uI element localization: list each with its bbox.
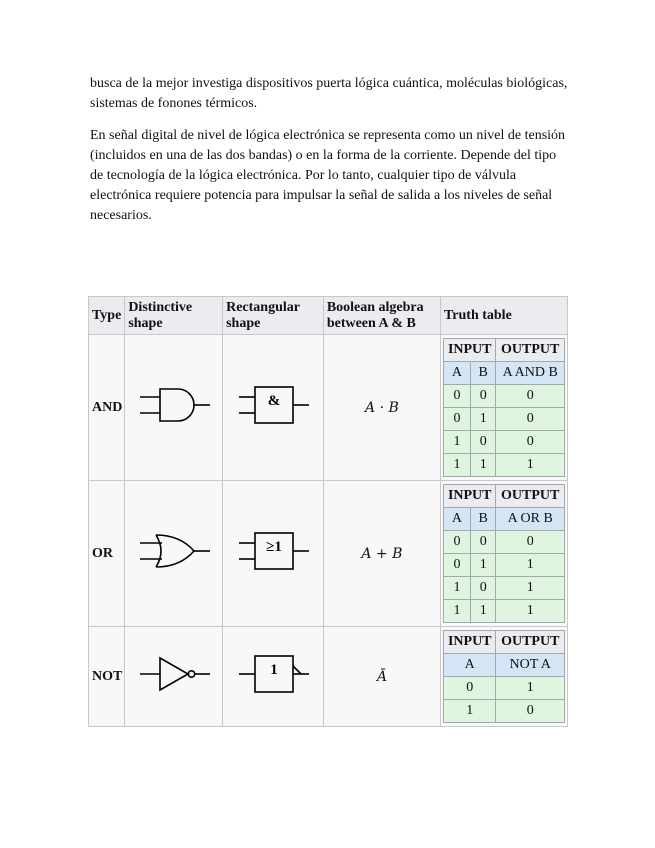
or-rectangular-cell xyxy=(223,481,324,627)
tt-cell: 1 xyxy=(443,431,470,454)
tt-cell: 1 xyxy=(443,454,470,477)
or-gate-icon xyxy=(134,531,214,571)
tt-cell: 0 xyxy=(443,385,470,408)
header-truth-table: Truth table xyxy=(440,297,567,335)
gate-type-and: AND xyxy=(89,335,125,481)
tt-cell: 1 xyxy=(496,554,565,577)
not-truth-table xyxy=(443,630,565,723)
tt-cell: 1 xyxy=(443,600,470,623)
tt-cell: 0 xyxy=(496,408,565,431)
table-row xyxy=(443,431,564,454)
header-boolean-algebra: Boolean algebra between A & B xyxy=(323,297,440,335)
table-row xyxy=(443,531,564,554)
table-row-or xyxy=(89,481,568,627)
not-truth-table-cell xyxy=(440,627,567,727)
tt-col-b: B xyxy=(470,362,496,385)
table-row xyxy=(443,454,564,477)
and-rectangular-cell xyxy=(223,335,324,481)
tt-cell: 1 xyxy=(443,577,470,600)
tt-cell: 0 xyxy=(443,531,470,554)
tt-output-header: OUTPUT xyxy=(496,339,565,362)
table-row xyxy=(443,408,564,431)
tt-cell: 0 xyxy=(470,577,496,600)
not-gate-icon xyxy=(134,654,214,694)
table-row xyxy=(443,700,564,723)
tt-input-header: INPUT xyxy=(443,631,496,654)
or-distinctive-cell xyxy=(125,481,223,627)
tt-cell: 1 xyxy=(443,700,496,723)
not-rect-gate-icon xyxy=(233,652,313,696)
tt-col-a: A xyxy=(443,362,470,385)
tt-cell: 0 xyxy=(443,408,470,431)
table-row xyxy=(443,677,564,700)
and-truth-table-cell xyxy=(440,335,567,481)
table-row xyxy=(443,600,564,623)
tt-cell: 1 xyxy=(470,454,496,477)
table-row-not xyxy=(89,627,568,727)
header-row xyxy=(89,297,568,335)
tt-col-out: A AND B xyxy=(496,362,565,385)
and-distinctive-cell xyxy=(125,335,223,481)
tt-col-b: B xyxy=(470,508,496,531)
tt-cell: 0 xyxy=(470,431,496,454)
tt-col-a: A xyxy=(443,654,496,677)
or-boolean: A + B xyxy=(323,481,440,627)
table-row-and xyxy=(89,335,568,481)
tt-cell: 1 xyxy=(496,600,565,623)
and-rect-gate-icon xyxy=(233,383,313,427)
tt-cell: 1 xyxy=(470,600,496,623)
and-truth-table xyxy=(443,338,565,477)
tt-output-header: OUTPUT xyxy=(496,631,565,654)
not-distinctive-cell xyxy=(125,627,223,727)
tt-cell: 0 xyxy=(496,431,565,454)
header-rectangular-shape: Rectangular shape xyxy=(223,297,324,335)
table-row xyxy=(443,554,564,577)
tt-output-header: OUTPUT xyxy=(496,485,565,508)
not-rect-label: 1 xyxy=(270,662,278,678)
header-distinctive-shape: Distinctive shape xyxy=(125,297,223,335)
not-boolean: Ā xyxy=(323,627,440,727)
or-truth-table-cell xyxy=(440,481,567,627)
paragraph-1: busca de la mejor investiga dispositivos puerta lógica cuántica, moléculas biológicas, sistemas de fonones térmicos. xyxy=(90,76,568,111)
tt-cell: 1 xyxy=(470,554,496,577)
gate-type-not: NOT xyxy=(89,627,125,727)
or-truth-table xyxy=(443,484,565,623)
or-rect-gate-icon xyxy=(233,529,313,573)
tt-cell: 0 xyxy=(470,531,496,554)
tt-col-a: A xyxy=(443,508,470,531)
and-gate-icon xyxy=(134,385,214,425)
paragraph-2: En señal digital de nivel de lógica electrónica se representa como un nivel de tensión (incluidos en una de las dos bandas) o en la forma de la corriente. Depende del tipo de tecnología de la lógica electrónica. Por lo tanto, cualquier tipo de válvula electrónica requiere potencia para impulsar la señal de salida a los niveles de señal necesarios. xyxy=(90,128,566,223)
tt-col-out: A OR B xyxy=(496,508,565,531)
tt-cell: 1 xyxy=(496,454,565,477)
tt-cell: 0 xyxy=(470,385,496,408)
tt-cell: 0 xyxy=(443,554,470,577)
and-boolean: A · B xyxy=(323,335,440,481)
tt-input-header: INPUT xyxy=(443,339,495,362)
tt-col-out: NOT A xyxy=(496,654,565,677)
or-rect-label: ≥1 xyxy=(266,539,282,555)
tt-cell: 1 xyxy=(496,677,565,700)
and-rect-label: & xyxy=(267,393,281,409)
header-type: Type xyxy=(89,297,125,335)
tt-cell: 1 xyxy=(496,577,565,600)
table-row xyxy=(443,385,564,408)
not-rectangular-cell xyxy=(223,627,324,727)
table-row xyxy=(443,577,564,600)
logic-gates-table xyxy=(88,296,568,727)
tt-cell: 0 xyxy=(496,531,565,554)
tt-cell: 0 xyxy=(443,677,496,700)
gate-type-or: OR xyxy=(89,481,125,627)
tt-input-header: INPUT xyxy=(443,485,495,508)
tt-cell: 0 xyxy=(496,700,565,723)
tt-cell: 0 xyxy=(496,385,565,408)
tt-cell: 1 xyxy=(470,408,496,431)
